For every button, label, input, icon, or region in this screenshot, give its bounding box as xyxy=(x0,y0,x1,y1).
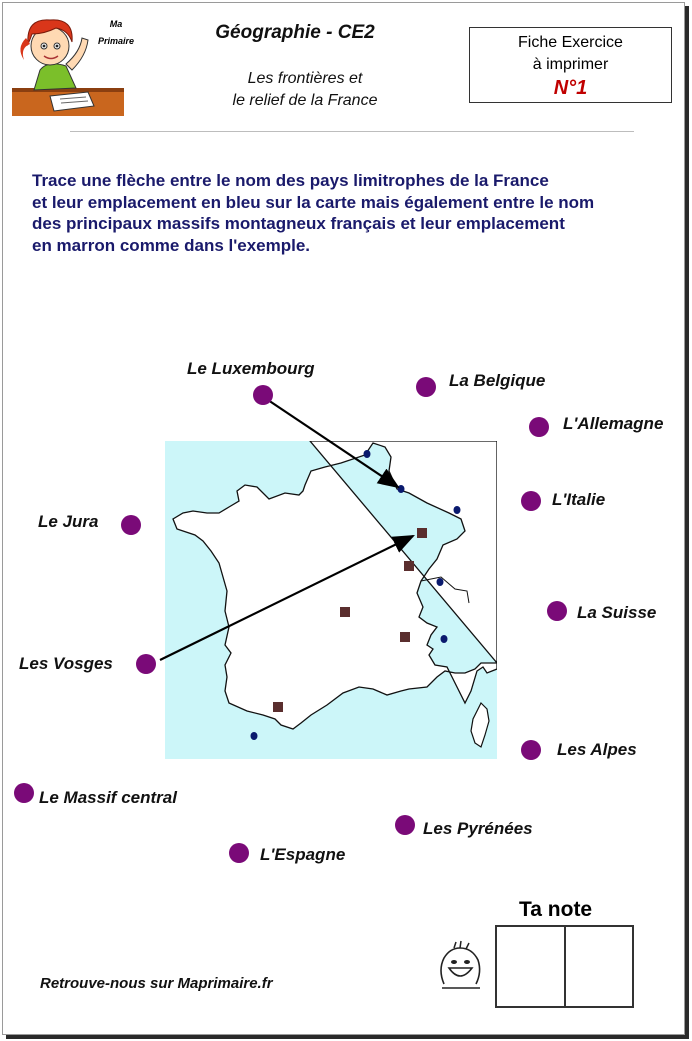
smiley-icon xyxy=(434,940,486,992)
dot-allemagne[interactable] xyxy=(529,417,549,437)
logo-text-primaire: Primaire xyxy=(97,36,135,46)
country-marker-1 xyxy=(364,450,371,458)
label-massif-central: Le Massif central xyxy=(39,788,177,807)
footer-link[interactable]: Retrouve-nous sur Maprimaire.fr xyxy=(40,975,273,992)
example-arrow-luxembourg xyxy=(268,400,398,487)
example-arrow-vosges xyxy=(160,536,413,660)
label-alpes: Les Alpes xyxy=(557,740,637,759)
mountain-marker-4 xyxy=(400,632,410,642)
label-vosges: Les Vosges xyxy=(19,654,113,673)
dot-belgique[interactable] xyxy=(416,377,436,397)
logo-text-ma: Ma xyxy=(109,19,123,29)
worksheet-number: N°1 xyxy=(553,77,588,99)
grade-cell-2[interactable] xyxy=(566,927,633,1006)
dot-espagne[interactable] xyxy=(229,843,249,863)
country-marker-4 xyxy=(437,578,444,586)
label-espagne: L'Espagne xyxy=(260,845,346,864)
label-belgique: La Belgique xyxy=(449,371,546,390)
mountain-marker-3 xyxy=(340,607,350,617)
country-marker-2 xyxy=(398,485,405,493)
dot-suisse[interactable] xyxy=(547,601,567,621)
dot-vosges[interactable] xyxy=(136,654,156,674)
instructions: Trace une flèche entre le nom des pays limitrophes de la France et leur emplacement en bleu sur la carte mais également entre le nom des principaux massifs montagneux français et leur emplacement en marron comme dans l'exemple. xyxy=(32,171,595,255)
subtitle-line-1: Les frontières et xyxy=(247,70,363,87)
country-marker-6 xyxy=(251,732,258,740)
dot-pyrenees[interactable] xyxy=(395,815,415,835)
label-pyrenees: Les Pyrénées xyxy=(423,819,533,838)
label-jura: Le Jura xyxy=(38,512,99,531)
dot-italie[interactable] xyxy=(521,491,541,511)
grade-box[interactable] xyxy=(495,925,634,1008)
fiche-line-2: à imprimer xyxy=(532,56,609,73)
country-marker-3 xyxy=(454,506,461,514)
dot-massif-central[interactable] xyxy=(14,783,34,803)
mountain-marker-5 xyxy=(273,702,283,712)
label-italie: L'Italie xyxy=(552,490,606,509)
label-suisse: La Suisse xyxy=(577,603,657,622)
mountain-marker-2 xyxy=(404,561,414,571)
country-marker-5 xyxy=(441,635,448,643)
page-title: Géographie - CE2 xyxy=(215,22,375,43)
label-luxembourg: Le Luxembourg xyxy=(187,359,315,378)
grade-title: Ta note xyxy=(519,898,593,921)
label-allemagne: L'Allemagne xyxy=(563,414,664,433)
fiche-line-1: Fiche Exercice xyxy=(518,34,623,51)
dot-alpes[interactable] xyxy=(521,740,541,760)
mountain-marker-1 xyxy=(417,528,427,538)
subtitle-line-2: le relief de la France xyxy=(232,92,378,109)
dot-jura[interactable] xyxy=(121,515,141,535)
grade-cell-1[interactable] xyxy=(497,927,566,1006)
dot-luxembourg[interactable] xyxy=(253,385,273,405)
